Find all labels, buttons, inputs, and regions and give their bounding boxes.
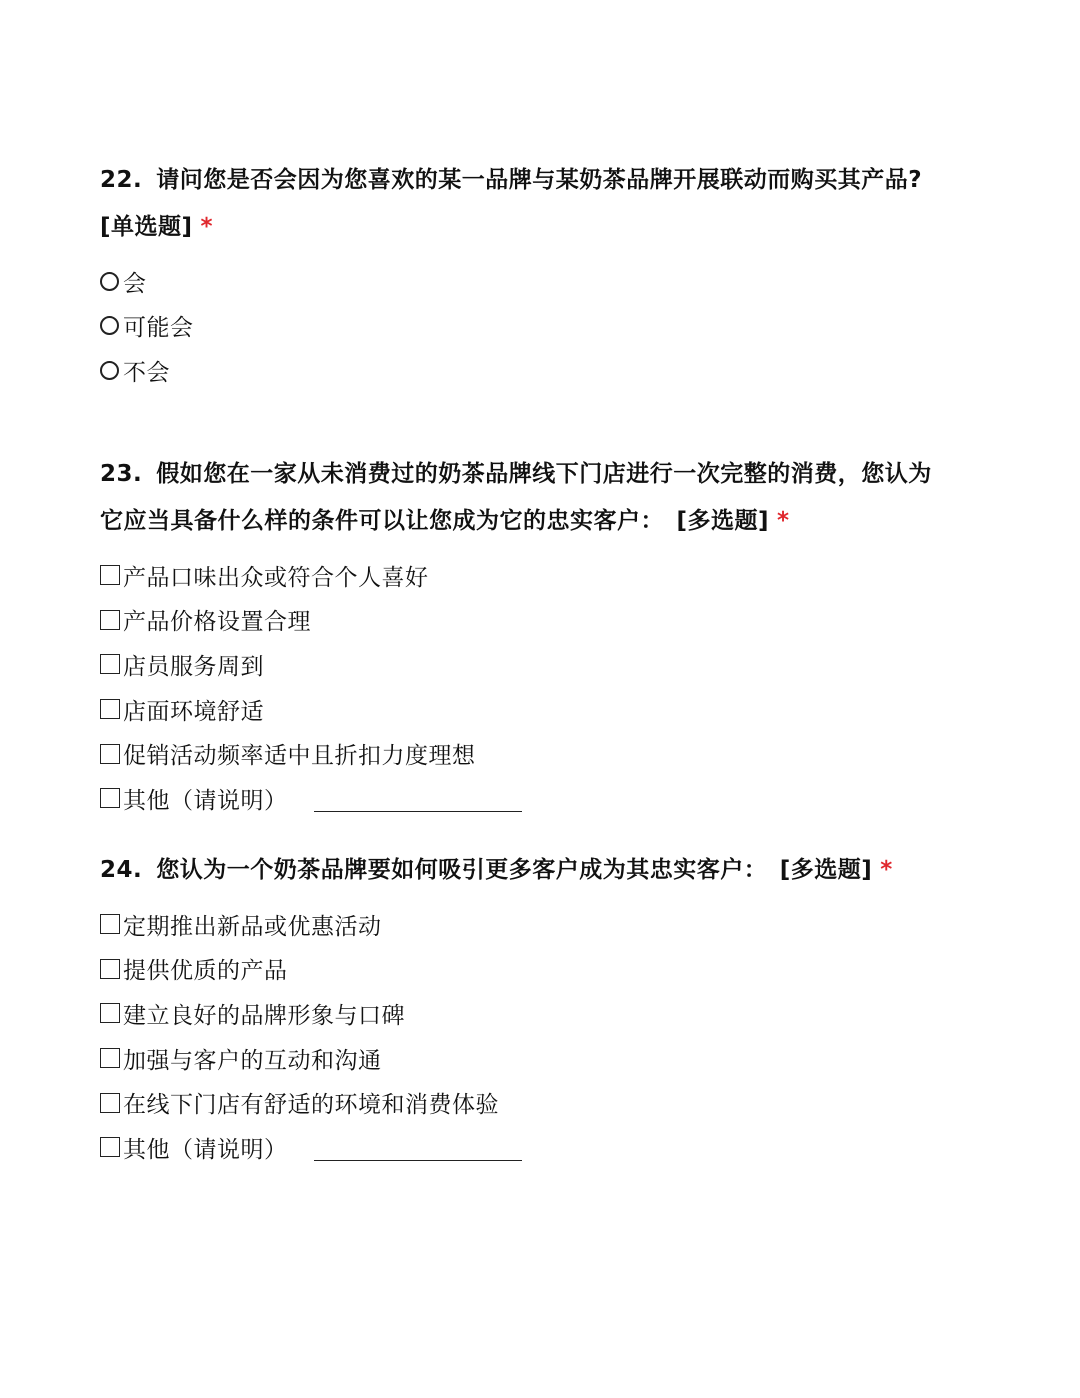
checkbox-option-other[interactable]: [100, 776, 980, 821]
option-label: 其他（请说明）: [123, 1136, 288, 1163]
question-24-options: [100, 902, 980, 1170]
question-22-title: [100, 157, 980, 251]
checkbox-option-other[interactable]: [100, 1125, 980, 1170]
checkbox-option[interactable]: [100, 902, 980, 947]
option-label: 建立良好的品牌形象与口碑: [123, 1002, 405, 1029]
radio-circle-icon[interactable]: [100, 316, 119, 335]
question-number: 24.: [100, 857, 143, 883]
checkbox-square-icon[interactable]: [100, 610, 120, 630]
question-text: 假如您在一家从未消费过的奶茶品牌线下门店进行一次完整的消费，您认为: [156, 461, 932, 487]
option-label: 店面环境舒适: [123, 698, 264, 725]
option-label: 提供优质的产品: [123, 958, 288, 985]
required-star-icon: *: [777, 508, 790, 534]
option-label: 加强与客户的互动和沟通: [123, 1047, 382, 1074]
option-label: 定期推出新品或优惠活动: [123, 913, 382, 940]
checkbox-square-icon[interactable]: [100, 1003, 120, 1023]
question-24-title: [100, 847, 980, 894]
radio-option[interactable]: [100, 304, 980, 349]
checkbox-square-icon[interactable]: [100, 654, 120, 674]
option-label: 产品口味出众或符合个人喜好: [123, 564, 429, 591]
checkbox-option[interactable]: [100, 687, 980, 732]
question-number: 23.: [100, 461, 143, 487]
checkbox-option[interactable]: [100, 553, 980, 598]
checkbox-square-icon[interactable]: [100, 1048, 120, 1068]
question-23-options: [100, 553, 980, 821]
question-23: [100, 451, 980, 821]
question-text: 请问您是否会因为您喜欢的某一品牌与某奶茶品牌开展联动而购买其产品?: [156, 167, 923, 193]
question-type-label: [多选题]: [779, 857, 873, 883]
option-label: 会: [123, 270, 147, 297]
required-star-icon: *: [880, 857, 893, 883]
radio-circle-icon[interactable]: [100, 361, 119, 380]
question-text: 您认为一个奶茶品牌要如何吸引更多客户成为其忠实客户：: [156, 857, 768, 883]
option-label: 在线下门店有舒适的环境和消费体验: [123, 1092, 499, 1119]
radio-option[interactable]: [100, 259, 980, 304]
checkbox-square-icon[interactable]: [100, 699, 120, 719]
radio-circle-icon[interactable]: [100, 272, 119, 291]
checkbox-option[interactable]: [100, 1036, 980, 1081]
other-fill-in-blank[interactable]: [314, 1142, 522, 1161]
checkbox-option[interactable]: [100, 598, 980, 643]
checkbox-square-icon[interactable]: [100, 1137, 120, 1157]
option-label: 促销活动频率适中且折扣力度理想: [123, 743, 476, 770]
question-22-options: [100, 259, 980, 393]
required-star-icon: *: [200, 214, 214, 240]
option-label: 其他（请说明）: [123, 787, 288, 814]
checkbox-square-icon[interactable]: [100, 744, 120, 764]
checkbox-option[interactable]: [100, 731, 980, 776]
checkbox-option[interactable]: [100, 947, 980, 992]
checkbox-square-icon[interactable]: [100, 1093, 120, 1113]
question-text-continued: 它应当具备什么样的条件可以让您成为它的忠实客户：: [100, 508, 664, 534]
question-24: [100, 847, 980, 1170]
checkbox-option[interactable]: [100, 991, 980, 1036]
question-22: [100, 157, 980, 393]
question-number: 22.: [100, 167, 143, 193]
question-23-title: [100, 451, 980, 545]
checkbox-square-icon[interactable]: [100, 914, 120, 934]
question-type-label: [多选题]: [676, 508, 770, 534]
question-type-label: [单选题]: [100, 214, 193, 240]
checkbox-option[interactable]: [100, 1080, 980, 1125]
checkbox-option[interactable]: [100, 642, 980, 687]
option-label: 店员服务周到: [123, 653, 264, 680]
checkbox-square-icon[interactable]: [100, 565, 120, 585]
other-fill-in-blank[interactable]: [314, 793, 522, 812]
radio-option[interactable]: [100, 348, 980, 393]
checkbox-square-icon[interactable]: [100, 788, 120, 808]
option-label: 可能会: [123, 315, 194, 342]
option-label: 产品价格设置合理: [123, 609, 311, 636]
option-label: 不会: [123, 359, 170, 386]
checkbox-square-icon[interactable]: [100, 959, 120, 979]
